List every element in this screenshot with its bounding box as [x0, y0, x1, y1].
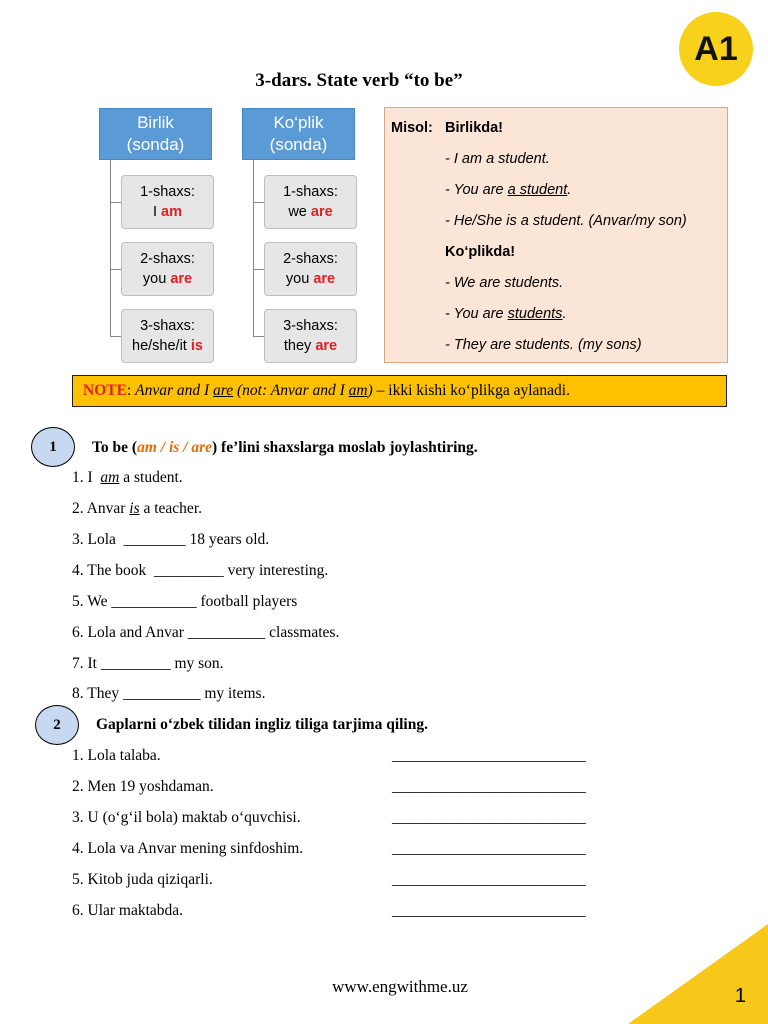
plural-person-1 — [264, 175, 357, 229]
exercise-1-item — [72, 500, 202, 518]
singular-person-3 — [121, 309, 214, 363]
singular-person-2 — [121, 242, 214, 296]
exercise-1-instruction — [92, 439, 478, 457]
exercise-2-item: 2. Men 19 yoshdaman. — [72, 778, 214, 795]
answer-blank[interactable]: _________________________ — [392, 840, 586, 857]
person-label: 3-shaxs: — [140, 318, 195, 334]
exercise-1-item — [72, 469, 183, 487]
example-sentence: - We are students. — [445, 275, 564, 291]
exercise-number: 2 — [53, 716, 61, 733]
corner-triangle-shape — [628, 924, 768, 1024]
person-label: 3-shaxs: — [283, 318, 338, 334]
tree-connector — [253, 160, 254, 336]
exercise-number: 1 — [49, 438, 57, 455]
pronoun: you — [142, 271, 167, 287]
exercise-2-item: 3. U (o‘g‘il bola) maktab o‘quvchisi. — [72, 809, 301, 826]
singular-header — [99, 108, 212, 160]
tree-connector — [110, 202, 121, 203]
person-label: 1-shaxs: — [140, 184, 195, 200]
example-box — [384, 107, 728, 363]
person-label: 1-shaxs: — [283, 184, 338, 200]
note-text: ) — [367, 382, 373, 399]
corner-triangle — [628, 924, 768, 1024]
example-sentence — [445, 306, 566, 322]
pronoun: you — [285, 271, 310, 287]
tree-connector — [110, 269, 121, 270]
underlined-phrase: students — [507, 306, 563, 322]
answer-blank[interactable]: _________________________ — [392, 778, 586, 795]
sentence-part: . — [567, 182, 572, 198]
exercise-1-item[interactable]: 5. We ___________ football players — [72, 593, 298, 610]
answer-blank[interactable]: _________________________ — [392, 809, 586, 826]
exercise-1-item[interactable]: 6. Lola and Anvar __________ classmates. — [72, 624, 340, 641]
singular-header-line2: (sonda) — [126, 135, 185, 154]
example-sentence — [445, 182, 571, 198]
person-label: 2-shaxs: — [283, 251, 338, 267]
plural-header-line1: Ko‘plik — [273, 113, 324, 132]
verb-form: are — [170, 271, 193, 287]
example-sentence: - I am a student. — [445, 151, 550, 167]
tree-connector — [253, 336, 264, 337]
note-text: (not: Anvar and I — [233, 382, 349, 399]
footer-url[interactable]: www.engwithme.uz — [332, 977, 468, 996]
tree-connector — [110, 336, 121, 337]
answer-blank[interactable]: _________________________ — [392, 747, 586, 764]
pronoun: we — [288, 204, 307, 220]
exercise-number-badge — [31, 427, 75, 467]
pronoun: I — [152, 204, 158, 220]
note-text: Anvar and I — [135, 382, 214, 399]
item-answer: is — [129, 500, 140, 517]
example-sentence: - He/She is a student. (Anvar/my son) — [445, 213, 687, 229]
pronoun: he/she/it — [132, 338, 187, 354]
exercise-2-item: 5. Kitob juda qiziqarli. — [72, 871, 213, 888]
person-label: 2-shaxs: — [140, 251, 195, 267]
exercise-1-item[interactable]: 8. They __________ my items. — [72, 685, 266, 702]
singular-heading: Birlikda! — [445, 120, 504, 136]
note-label: NOTE — [83, 382, 127, 399]
level-badge-text: A1 — [694, 29, 738, 68]
note-underlined: are — [213, 382, 234, 399]
exercise-2-item: 1. Lola talaba. — [72, 747, 161, 764]
example-label: Misol: — [391, 120, 433, 136]
exercise-number-badge — [35, 705, 79, 745]
item-text: 1. I — [72, 469, 101, 486]
answer-blank[interactable]: _________________________ — [392, 871, 586, 888]
page-title: 3-dars. State verb “to be” — [255, 70, 463, 91]
instruction-part: To be ( — [92, 439, 138, 456]
note-banner — [72, 375, 727, 407]
page-number: 1 — [734, 985, 746, 1007]
pronoun: they — [283, 338, 312, 354]
note-colon: : — [126, 382, 136, 399]
verb-form: is — [190, 338, 203, 354]
exercise-2-item: 6. Ular maktabda. — [72, 902, 184, 919]
plural-header-line2: (sonda) — [269, 135, 328, 154]
exercise-2-item: 4. Lola va Anvar mening sinfdoshim. — [72, 840, 304, 857]
item-text: a teacher. — [139, 500, 202, 517]
exercise-1-item[interactable]: 7. It _________ my son. — [72, 655, 224, 672]
verb-form: are — [315, 338, 338, 354]
tree-connector — [110, 160, 111, 336]
plural-heading: Ko‘plikda! — [445, 244, 516, 260]
note-underlined: am — [348, 382, 368, 399]
sentence-part: - You are — [445, 306, 508, 322]
sentence-part: . — [562, 306, 567, 322]
instruction-part: ) fe’lini shaxslarga moslab joylashtiring. — [212, 439, 478, 456]
example-sentence: - They are students. (my sons) — [445, 337, 642, 353]
exercise-2-instruction: Gaplarni o‘zbek tilidan ingliz tiliga tarjima qiling. — [96, 716, 428, 733]
plural-header — [242, 108, 355, 160]
note-text: – ikki kishi ko‘plikga aylanadi. — [372, 382, 570, 399]
exercise-1-item[interactable]: 4. The book _________ very interesting. — [72, 562, 329, 579]
plural-person-3 — [264, 309, 357, 363]
plural-person-2 — [264, 242, 357, 296]
tree-connector — [253, 269, 264, 270]
instruction-verbs: am / is / are — [137, 439, 212, 456]
underlined-phrase: a student — [507, 182, 568, 198]
verb-form: am — [161, 204, 183, 220]
singular-person-1 — [121, 175, 214, 229]
item-text: 2. Anvar — [72, 500, 130, 517]
item-answer: am — [100, 469, 120, 486]
verb-form: are — [310, 204, 333, 220]
answer-blank[interactable]: _________________________ — [392, 902, 586, 919]
sentence-part: - You are — [445, 182, 508, 198]
tree-connector — [253, 202, 264, 203]
singular-header-line1: Birlik — [137, 113, 174, 132]
item-text: a student. — [119, 469, 183, 486]
exercise-1-item[interactable]: 3. Lola ________ 18 years old. — [72, 531, 270, 548]
verb-form: are — [313, 271, 336, 287]
